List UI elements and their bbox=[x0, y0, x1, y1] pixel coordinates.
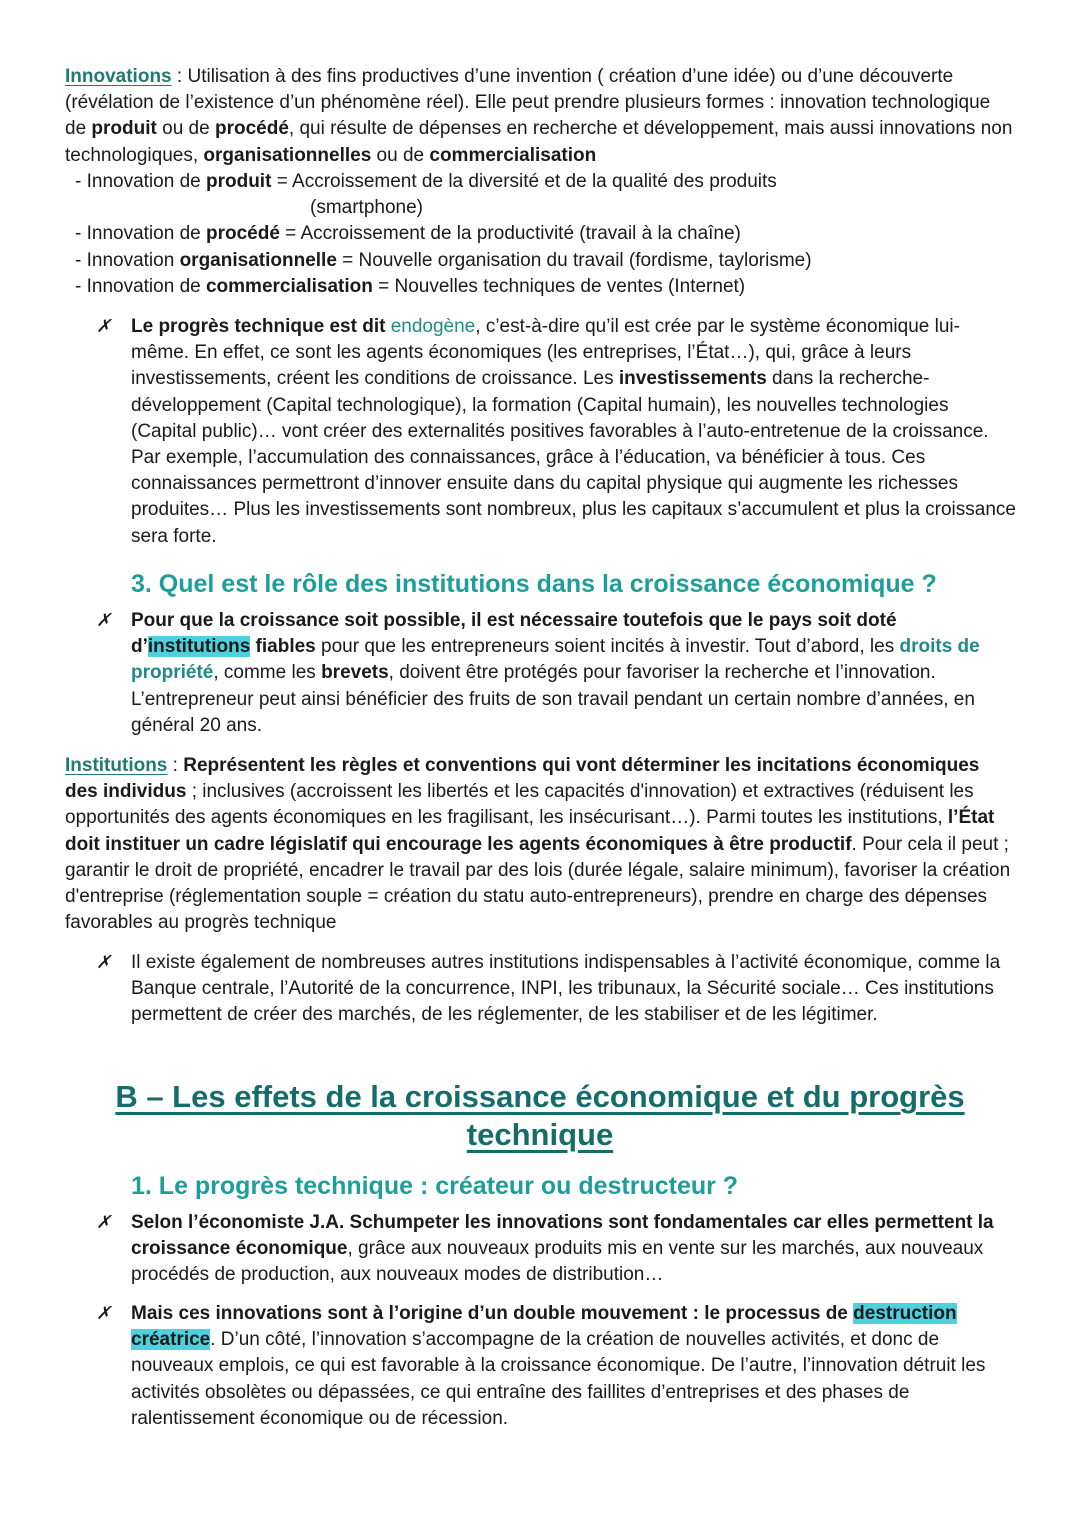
bullet-autres-institutions: Il existe également de nombreuses autres institutions indispensables à l’activité économique, comme la Banque centrale, l’Autorité de la concurrence, INPI, les tribunaux, la Sécurité sociale… Ces institutions permettent de créer des marchés, de les réglementer, de les stabiliser et de les légitimer. bbox=[131, 952, 1001, 1026]
cross-bullet-icon: ✗ bbox=[96, 1212, 112, 1232]
definition-innovations: Innovations : Utilisation à des fins productives d’une invention ( création d’une idée) ou d’une découverte (révélation de l’existence d’un phénomène réel). Elle peut prendre plusieurs formes : innovation technologique de produit ou de procédé, qui résulte de dépenses en recherche et développement, mais aussi innovations non technologiques, organisationnelles ou de commercialisation bbox=[65, 66, 1013, 166]
list-item: - Innovation de produit = Accroissement de la diversité et de la qualité des produits bbox=[75, 171, 777, 192]
bullet-destruction-creatrice: Mais ces innovations sont à l’origine d’un double mouvement : le processus de destruction créatrice. D’un côté, l’innovation s’accompagne de la création de nouvelles activités, et donc de nouveaux emplois, ce qui est favorable à la croissance économique. De l’autre, l’innovation détruit les activités obsolètes ou dépassées, ce qui entraîne des faillites d’entreprises et des phases de ralentissement économique ou de récession. bbox=[131, 1303, 986, 1429]
term-endogene: endogène bbox=[390, 316, 476, 337]
highlight-institutions: institutions bbox=[147, 636, 251, 658]
highlight-destruction-creatrice: destruction créatrice bbox=[131, 1303, 957, 1351]
cross-bullet-icon: ✗ bbox=[96, 952, 112, 972]
list-item: - Innovation organisationnelle = Nouvelle organisation du travail (fordisme, taylorisme) bbox=[75, 249, 812, 271]
list-item-continuation: (smartphone) bbox=[310, 197, 423, 219]
section-heading-b: B – Les effets de la croissance économique et du progrès technique bbox=[115, 1079, 965, 1152]
cross-bullet-icon: ✗ bbox=[96, 1303, 112, 1323]
definition-institutions: Institutions : Représentent les règles et conventions qui vont déterminer les incitations économiques des individus ; inclusives (accroissent les libertés et les capacités d'innovation) et extractives (réduisent les opportunités des agents économiques en les fragilisant, les insécurisant…). Parmi toutes les institutions, l’État doit instituer un cadre législatif qui encourage les agents économiques à être productif. Pour cela il peut ; garantir le droit de propriété, encadrer le travail par des lois (durée légale, salaire minimum), favoriser la création d'entreprise (réglementation souple = création du statu auto-entrepreneurs), prendre en charge des dépenses favorables au progrès technique bbox=[65, 755, 1011, 934]
term-droits-de-propriete: droits de propriété bbox=[131, 636, 980, 684]
innovation-types-list bbox=[75, 169, 1035, 300]
bullet-institutions: Pour que la croissance soit possible, il est nécessaire toutefois que le pays soit doté d’institutions fiables pour que les entrepreneurs soient incités à investir. Tout d’abord, les droits de propriété, comme les brevets, doivent être protégés pour favoriser la recherche et l’innovation. L’entrepreneur peut ainsi bénéficier des fruits de son travail pendant un certain nombre d’années, en général 20 ans. bbox=[131, 610, 980, 736]
cross-bullet-icon: ✗ bbox=[96, 610, 112, 630]
term-innovations: Innovations bbox=[65, 66, 172, 87]
bullet-schumpeter: Selon l’économiste J.A. Schumpeter les innovations sont fondamentales car elles permettent la croissance économique, grâce aux nouveaux produits mis en vente sur les marchés, aux nouveaux procédés de production, aux nouveaux modes de distribution… bbox=[131, 1212, 994, 1286]
term-institutions: Institutions bbox=[65, 755, 168, 776]
list-item: - Innovation de procédé = Accroissement de la productivité (travail à la chaîne) bbox=[75, 223, 741, 245]
bullet-endogene: Le progrès technique est dit endogène, c’est-à-dire qu’il est crée par le système économique lui-même. En effet, ce sont les agents économiques (les entreprises, l’État…), qui, grâce à leurs investissements, créent les conditions de croissance. Les investissements dans la recherche-développement (Capital technologique), la formation (Capital humain), les nouvelles technologies (Capital public)… vont créer des externalités positives favorables à l’auto-entretenue de la croissance. Par exemple, l’accumulation des connaissances, grâce à l’éducation, va bénéficier à tous. Ces connaissances permettront d’innover ensuite dans du capital physique qui augmente les richesses produites… Plus les investissements sont nombreux, plus les capitaux s’accumulent et plus la croissance sera forte. bbox=[131, 316, 1016, 547]
list-item: - Innovation de commercialisation = Nouvelles techniques de ventes (Internet) bbox=[75, 275, 746, 297]
section-heading-3: 3. Quel est le rôle des institutions dans la croissance économique ? bbox=[131, 570, 937, 598]
section-heading-1: 1. Le progrès technique : créateur ou destructeur ? bbox=[131, 1172, 739, 1200]
cross-bullet-icon: ✗ bbox=[96, 316, 112, 336]
